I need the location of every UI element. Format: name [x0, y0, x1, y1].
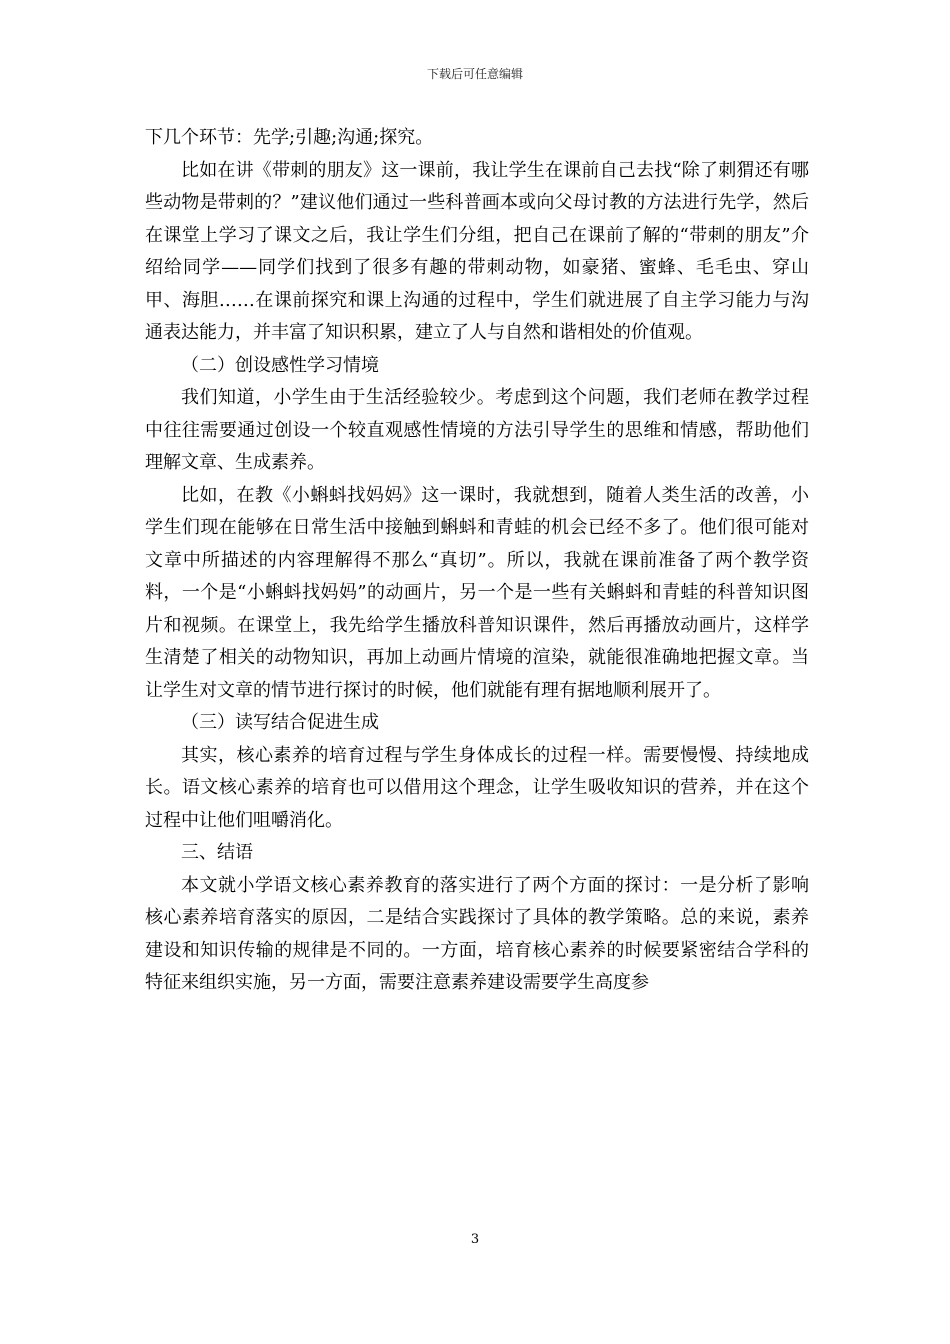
section-heading-2: （二）创设感性学习情境	[181, 354, 379, 376]
page-number: 3	[470, 1232, 480, 1247]
paragraph-conclusion: 本文就小学语文核心素养教育的落实进行了两个方面的探讨：一是分析了影响核心素养培育落实的原因，二是结合实践探讨了具体的教学策略。总的来说，素养建设和知识传输的规律是不同的。一方面，培育核心素养的时候要紧密结合学科的特征来组织实施，另一方面，需要注意素养建设需要学生高度参	[145, 874, 809, 993]
document-body	[145, 122, 809, 1000]
paragraph-reading-writing: 其实，核心素养的培育过程与学生身体成长的过程一样。需要慢慢、持续地成长。语文核心素养的培育也可以借用这个理念，让学生吸收知识的营养，并在这个过程中让他们咀嚼消化。	[145, 744, 809, 831]
paragraph-example-tadpole: 比如，在教《小蝌蚪找妈妈》这一课时，我就想到，随着人类生活的改善，小学生们现在能够在日常生活中接触到蝌蚪和青蛙的机会已经不多了。他们很可能对文章中所描述的内容理解得不那么“真切”。所以，我就在课前准备了两个教学资料，一个是“小蝌蚪找妈妈”的动画片，另一个是一些有关蝌蚪和青蛙的科普知识图片和视频。在课堂上，我先给学生播放科普知识课件，然后再播放动画片，这样学生清楚了相关的动物知识，再加上动画片情境的渲染，就能很准确地把握文章。当让学生对文章的情节进行探讨的时候，他们就能有理有据地顺利展开了。	[145, 484, 809, 701]
conclusion-heading: 三、结语	[181, 842, 253, 863]
section-heading-3: （三）读写结合促进生成	[181, 712, 379, 733]
paragraph-example-thorny-friends: 比如在讲《带刺的朋友》这一课前，我让学生在课前自己去找“除了刺猬还有哪些动物是带刺的？”建议他们通过一些科普画本或向父母讨教的方法进行先学，然后在课堂上学习了课文之后，我让学生们分组，把自己在课前了解的“带刺的朋友”介绍给同学——同学们找到了很多有趣的带刺动物，如豪猪、蜜蜂、毛毛虫、穿山甲、海胆……在课前探究和课上沟通的过程中，学生们就进展了自主学习能力与沟通表达能力，并丰富了知识积累，建立了人与自然和谐相处的价值观。	[145, 159, 809, 343]
page-header: 下载后可任意编辑	[426, 67, 523, 81]
paragraph-situation-intro: 我们知道，小学生由于生活经验较少。考虑到这个问题，我们老师在教学过程中往往需要通过创设一个较直观感性情境的方法引导学生的思维和情感，帮助他们理解文章、生成素养。	[145, 387, 809, 473]
paragraph-continued: 下几个环节：先学;引趣;沟通;探究。	[145, 127, 434, 148]
